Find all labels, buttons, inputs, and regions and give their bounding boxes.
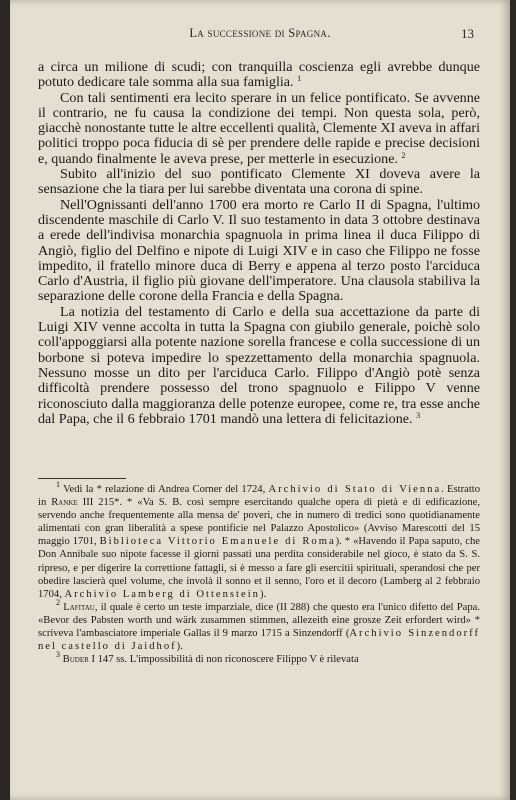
footnote-text: ). <box>259 588 267 600</box>
author-name: Buder <box>62 654 89 666</box>
paragraph <box>38 167 480 198</box>
paragraph <box>38 91 480 167</box>
author-name: Ranke <box>51 497 78 509</box>
archive-name: Archivio Sinzendorff nel castello di Jaidhof <box>38 628 481 653</box>
page-number: 13 <box>461 26 474 41</box>
book-page <box>10 0 510 800</box>
footnote-ref: 1 <box>297 74 302 84</box>
archive-name: Archivio Lamberg di Ottenstein <box>64 588 260 600</box>
paragraph-text: Con tali sentimenti era lecito sperare in un felice pontificato. Se avvenne il contrario, ne fu causa la condizione dei tempi. Non questa sola, però, giacchè nonostante tutte le altre eccellenti qualità, Clemente XI aveva in affari politici troppo poca fiducia di sè per prendere delle rapide e precise decisioni e, quando finalmente le aveva prese, per metterle in esecuzione. <box>38 89 480 167</box>
footnote-divider <box>38 478 126 479</box>
paragraph-text: Subito all'inizio del suo pontificato Clemente XI doveva avere la sensazione che la tiara per lui sarebbe diventata una corona di spine. <box>38 166 480 198</box>
footnote-text: ). <box>176 641 183 653</box>
footnote-ref: 3 <box>416 410 421 420</box>
footnote-mark: 2 <box>56 597 60 607</box>
footnote <box>38 597 481 653</box>
footnotes <box>38 480 481 666</box>
footnote-mark: 1 <box>56 480 60 489</box>
page-header <box>10 26 510 44</box>
footnote-text: I 147 ss. L'impossibilità di non riconoscere Filippo V è rilevata <box>91 654 359 666</box>
footnote-text: ). * «Havendo il Papa saputo, che Don Annibale suo nipote facesse il giorni passati una perdita considerabile nel gioco, è stato da S. S. ripreso, e per digerire la correttione fattagli, si è messo a fare gli esercitii spirituali, sperandosi che per obedire lascierà quel volume, che involà il sonno et il senno, l'oro et il decoro (Lamberg al 2 febbraio 1704, <box>38 536 480 600</box>
paragraph <box>38 60 480 91</box>
main-text <box>38 60 480 427</box>
archive-name: Biblioteca Vittorio Emanuele di Roma <box>99 536 336 548</box>
paragraph-text: Nell'Ognissanti dell'anno 1700 era morto re Carlo II di Spagna, l'ultimo discendente maschile di Carlo V. Il suo testamento in data 3 ottobre destinava a erede dell'indivisa monarchia spagnuola in prima linea il duca Filippo di Angiò, figlio del Delfino e nipote di Luigi XIV e in caso che Filippo ne fosse impedito, il fratello minore duca di Berry e appena al terzo posto l'arciduca Carlo d'Austria, il figlio più giovane dell'imperatore. Una clausola stabiliva la separazione delle corone della Francia e della Spagna. <box>38 196 480 305</box>
paragraph <box>38 305 480 427</box>
footnote <box>38 480 481 601</box>
footnote <box>38 650 480 666</box>
footnote-text: Vedi la * relazione di Andrea Corner del 1724, <box>63 484 266 495</box>
running-title: La successione di Spagna. <box>189 26 331 40</box>
author-name: Lafitau <box>63 601 95 613</box>
archive-name: Archivio di Stato di Vienna <box>268 484 442 495</box>
paragraph <box>38 198 480 305</box>
paragraph-text: a circa un milione di scudi; con tranquilla coscienza egli avrebbe dunque potuto dedicare tale somma alla sua famiglia. <box>38 59 480 91</box>
paragraph-text: La notizia del testamento di Carlo e della sua accettazione da parte di Luigi XIV venne accolta in tutta la Spagna con giubilo generale, poichè solo coll'appoggiarsi alla potente nazione sorella francese e colla successione di un borbone si poteva impedire lo spezzettamento della monarchia spagnuola. Nessuno mosse un dito per l'arciduca Carlo. Filippo d'Angiò potè senza difficoltà prendere possesso del trono spagnuolo e Filippo V venne riconosciuto dalla maggioranza delle potenze europee, come re, tra esse anche dal Papa, che il 6 febbraio 1701 mandò una lettera di felicitazione. <box>38 303 480 427</box>
footnote-text: III 215*. * «Va S. B. così sempre esercitando qualche opera di pietà e di edificazione, servendo anche frequentemente alla mensa de' poveri, che in numero di tredici sono quotidianamente alimentati con gran liberalità a spese pontificie nel Palazzo Apostolico» (Avviso Marescotti del 15 maggio 1701, <box>38 497 481 548</box>
footnote-mark: 3 <box>56 650 60 660</box>
footnote-text: . Estratto in <box>38 484 481 509</box>
footnote-ref: 2 <box>401 150 406 160</box>
footnote-text: , il quale è certo un teste imparziale, dice (II 288) che questo era l'unico difetto del Papa. «Bevor des Pabsten worth und wärk zusammen stimmen, allezeith eine grosze Zeit erfordert wird» * scriveva l'ambasciatore imperiale Gallas il 9 marzo 1715 a Sinzendorff ( <box>38 601 480 640</box>
